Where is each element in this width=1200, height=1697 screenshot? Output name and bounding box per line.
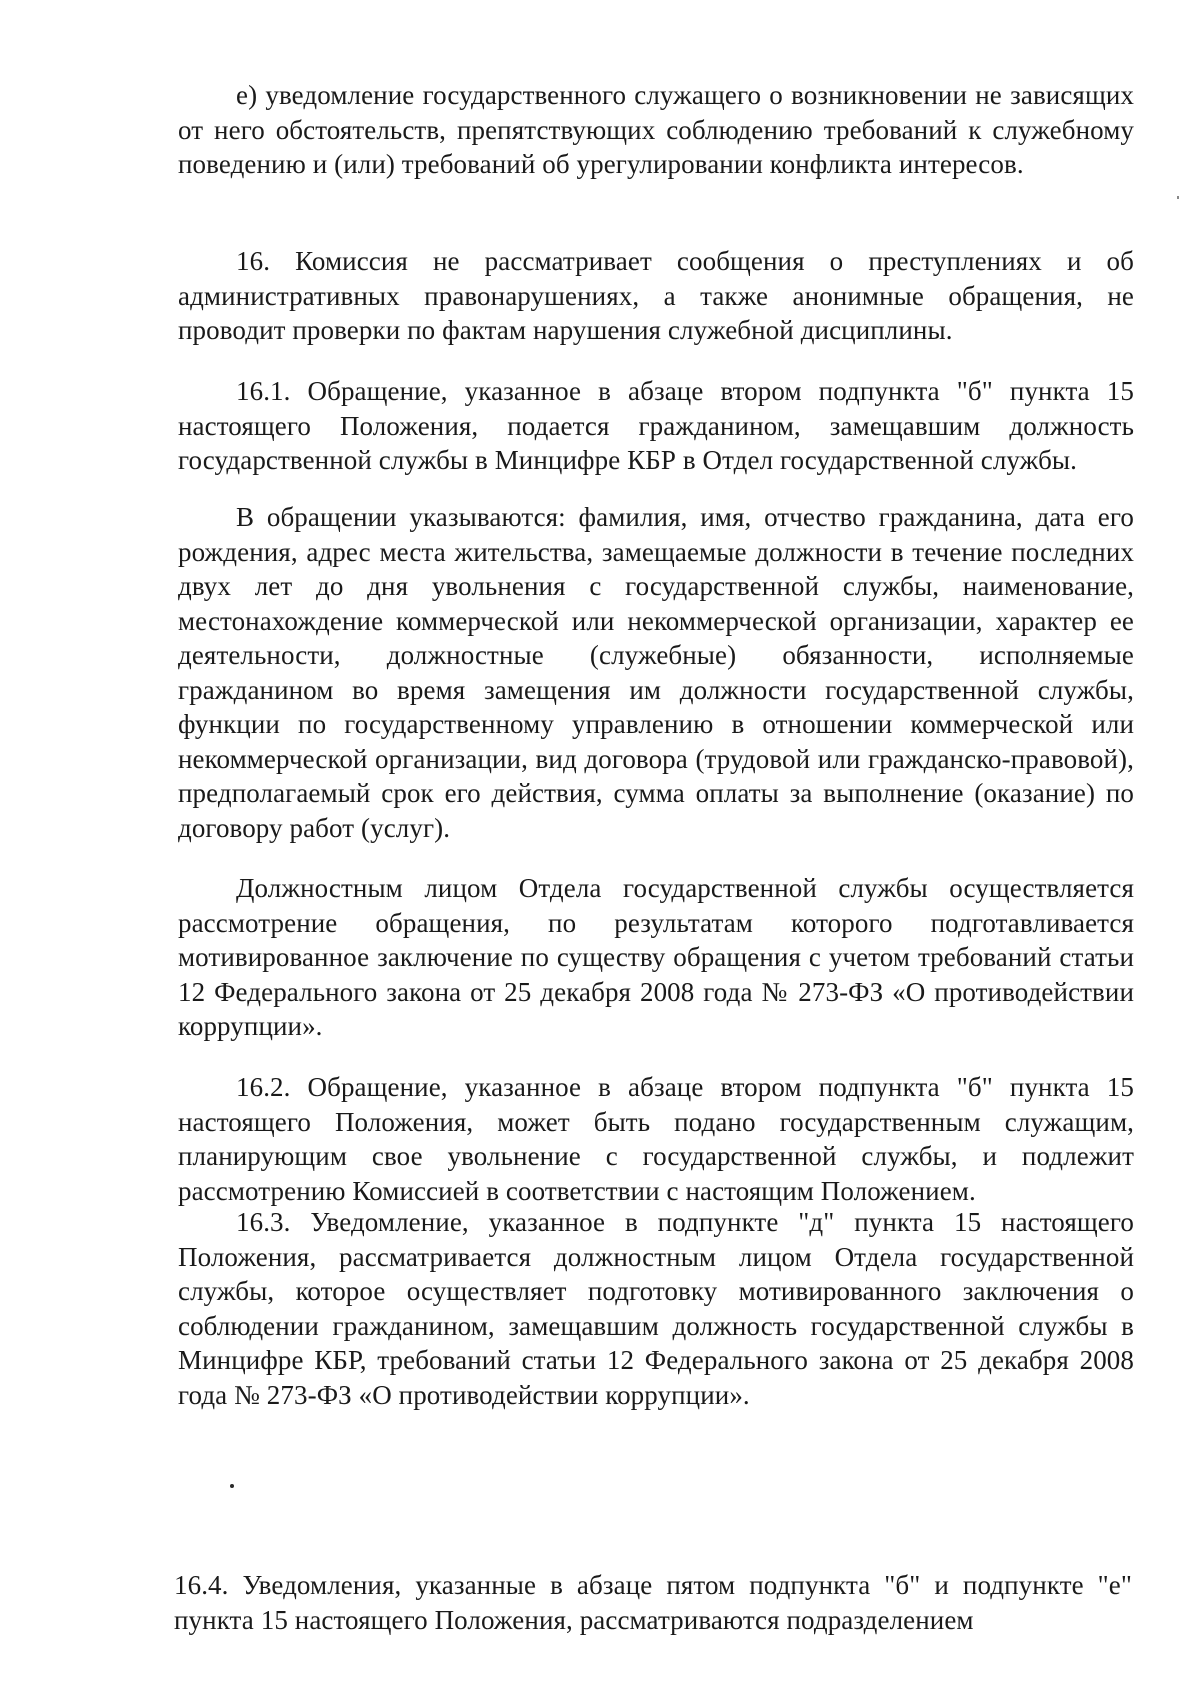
paragraph-e-notification: е) уведомление государственного служащего о возникновении не зависящих от него обстоятельств, препятствующих соблюдению требований к служебному поведению и (или) требований об урегулировании конфликта интересов. [178,80,1134,179]
paragraph-16-2: 16.2. Обращение, указанное в абзаце втором подпункта "б" пункта 15 настоящего Положения, может быть подано государственным служащим, планирующим свое увольнение с государственной службы, и подлежит рассмотрению Комиссией в соответствии с настоящим Положением. [178,1072,1134,1206]
stray-dot-mark [230,1484,234,1488]
scan-speck-mark [1177,196,1179,199]
paragraph-16-4: 16.4. Уведомления, указанные в абзаце пятом подпункта "б" и подпункте "е" пункта 15 настоящего Положения, рассматриваются подразделением [174,1570,1132,1635]
paragraph-appeal-contents: В обращении указываются: фамилия, имя, отчество гражданина, дата его рождения, адрес места жительства, замещаемые должности в течение последних двух лет до дня увольнения с государственной службы, наименование, местонахождение коммерческой или некоммерческой организации, характер ее деятельности, должностные (служебные) обязанности, исполняемые гражданином во время замещения им должности государственной службы, функции по государственному управлению в отношении коммерческой или некоммерческой организации, вид договора (трудовой или гражданско-правовой), предполагаемый срок его действия, сумма оплаты за выполнение (оказание) по договору работ (услуг). [178,502,1134,843]
paragraph-16-3: 16.3. Уведомление, указанное в подпункте "д" пункта 15 настоящего Положения, рассматривается должностным лицом Отдела государственной службы, которое осуществляет подготовку мотивированного заключения о соблюдении гражданином, замещавшим должность государственной службы в Минцифре КБР, требований статьи 12 Федерального закона от 25 декабря 2008 года № 273-ФЗ «О противодействии коррупции». [178,1207,1134,1410]
paragraph-16-1: 16.1. Обращение, указанное в абзаце втором подпункта "б" пункта 15 настоящего Положения, подается гражданином, замещавшим должность государственной службы в Минцифре КБР в Отдел государственной службы. [178,376,1134,475]
paragraph-16: 16. Комиссия не рассматривает сообщения о преступлениях и об административных правонарушениях, а также анонимные обращения, не проводит проверки по фактам нарушения служебной дисциплины. [178,246,1134,345]
paragraph-appeal-review: Должностным лицом Отдела государственной службы осуществляется рассмотрение обращения, по результатам которого подготавливается мотивированное заключение по существу обращения с учетом требований статьи 12 Федерального закона от 25 декабря 2008 года № 273-ФЗ «О противодействии коррупции». [178,873,1134,1041]
